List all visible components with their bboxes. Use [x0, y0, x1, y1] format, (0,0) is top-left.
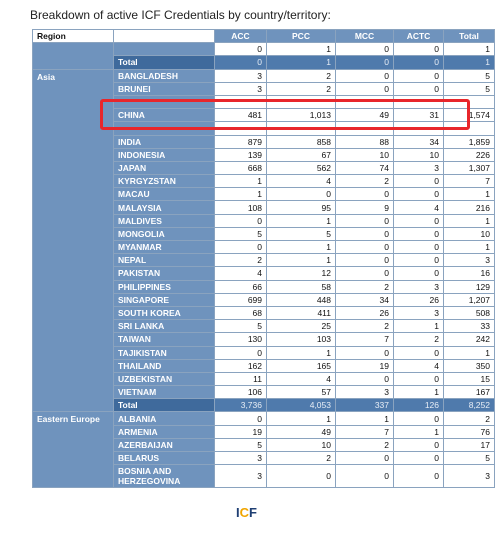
actc-value-cell: 0	[394, 43, 444, 56]
actc-value-cell: 4	[394, 201, 444, 214]
acc-value-cell: 68	[215, 306, 267, 319]
total-value-cell: 2	[444, 412, 495, 425]
country-cell: MYANMAR	[114, 241, 215, 254]
pcc-value-cell: 1	[267, 241, 336, 254]
acc-value-cell: 0	[215, 241, 267, 254]
country-cell: AZERBAIJAN	[114, 438, 215, 451]
total-value-cell: 508	[444, 306, 495, 319]
mcc-value-cell: 0	[336, 372, 394, 385]
actc-value-cell: 0	[394, 412, 444, 425]
acc-value-cell: 108	[215, 201, 267, 214]
pcc-value-cell: 1	[267, 56, 336, 69]
actc-value-cell: 1	[394, 386, 444, 399]
mcc-value-cell: 0	[336, 346, 394, 359]
mcc-value-cell: 74	[336, 161, 394, 174]
logo-letter-i: I	[236, 505, 240, 520]
acc-value-cell: 5	[215, 438, 267, 451]
table-row	[33, 412, 495, 425]
mcc-value-cell: 0	[336, 267, 394, 280]
pcc-value-cell: 858	[267, 135, 336, 148]
pcc-value-cell: 95	[267, 201, 336, 214]
acc-value-cell: 130	[215, 333, 267, 346]
country-cell: Total	[114, 56, 215, 69]
pcc-value-cell: 2	[267, 69, 336, 82]
mcc-value-cell: 2	[336, 438, 394, 451]
country-cell: BELARUS	[114, 452, 215, 465]
country-cell: UZBEKISTAN	[114, 372, 215, 385]
country-column-header	[114, 30, 215, 43]
country-cell: TAJIKISTAN	[114, 346, 215, 359]
country-cell: KYRGYZSTAN	[114, 175, 215, 188]
acc-value-cell: 3	[215, 82, 267, 95]
actc-value-cell: 0	[394, 227, 444, 240]
acc-value-cell: 106	[215, 386, 267, 399]
mcc-value-cell: 26	[336, 306, 394, 319]
pcc-value-cell: 2	[267, 82, 336, 95]
mcc-value-cell: 2	[336, 280, 394, 293]
actc-value-cell: 0	[394, 188, 444, 201]
total-value-cell: 1	[444, 214, 495, 227]
acc-value-cell: 5	[215, 320, 267, 333]
actc-value-cell: 3	[394, 161, 444, 174]
actc-value-cell: 0	[394, 82, 444, 95]
pcc-value-cell: 57	[267, 386, 336, 399]
region-column-header: Region	[33, 30, 114, 43]
country-cell	[114, 43, 215, 56]
acc-value-cell: 162	[215, 359, 267, 372]
mcc-value-cell: 0	[336, 452, 394, 465]
pcc-value-cell: 448	[267, 293, 336, 306]
total-value-cell: 1	[444, 188, 495, 201]
actc-value-cell: 0	[394, 254, 444, 267]
total-value-cell: 5	[444, 82, 495, 95]
acc-value-cell: 481	[215, 109, 267, 122]
country-cell: SOUTH KOREA	[114, 306, 215, 319]
acc-value-cell: 1	[215, 188, 267, 201]
icf-logo	[236, 505, 276, 525]
total-value-cell: 10	[444, 227, 495, 240]
actc-value-cell: 0	[394, 214, 444, 227]
credentials-table	[32, 29, 495, 488]
total-value-cell: 3	[444, 465, 495, 488]
pcc-value-cell: 10	[267, 438, 336, 451]
acc-value-cell: 3	[215, 465, 267, 488]
mcc-value-cell: 0	[336, 56, 394, 69]
pcc-value-cell: 1	[267, 43, 336, 56]
actc-value-cell: 0	[394, 69, 444, 82]
country-cell: JAPAN	[114, 161, 215, 174]
mcc-value-cell: 34	[336, 293, 394, 306]
pcc-value-cell: 165	[267, 359, 336, 372]
acc-column-header: ACC	[215, 30, 267, 43]
total-value-cell: 216	[444, 201, 495, 214]
acc-value-cell: 11	[215, 372, 267, 385]
total-column-header: Total	[444, 30, 495, 43]
mcc-value-cell: 19	[336, 359, 394, 372]
actc-value-cell: 0	[394, 346, 444, 359]
acc-value-cell: 139	[215, 148, 267, 161]
country-cell: NEPAL	[114, 254, 215, 267]
total-value-cell: 17	[444, 438, 495, 451]
country-cell: BOSNIA AND HERZEGOVINA	[114, 465, 215, 488]
pcc-value-cell: 1	[267, 214, 336, 227]
acc-value-cell: 879	[215, 135, 267, 148]
country-cell: VIETNAM	[114, 386, 215, 399]
mcc-value-cell: 1	[336, 412, 394, 425]
country-cell: ARMENIA	[114, 425, 215, 438]
pcc-value-cell: 12	[267, 267, 336, 280]
actc-value-cell: 0	[394, 438, 444, 451]
actc-value-cell: 126	[394, 399, 444, 412]
actc-value-cell: 34	[394, 135, 444, 148]
actc-value-cell: 0	[394, 241, 444, 254]
mcc-value-cell: 0	[336, 188, 394, 201]
region-cell-eastern-europe: Eastern Europe	[33, 412, 114, 488]
pcc-value-cell: 67	[267, 148, 336, 161]
mcc-column-header: MCC	[336, 30, 394, 43]
table-row	[33, 43, 495, 56]
total-value-cell: 8,252	[444, 399, 495, 412]
country-cell: ALBANIA	[114, 412, 215, 425]
pcc-value-cell: 0	[267, 188, 336, 201]
country-cell: CHINA	[114, 109, 215, 122]
total-value-cell: 1,859	[444, 135, 495, 148]
country-cell: Total	[114, 399, 215, 412]
mcc-value-cell: 7	[336, 333, 394, 346]
total-value-cell: 3	[444, 254, 495, 267]
pcc-value-cell: 562	[267, 161, 336, 174]
actc-value-cell: 0	[394, 267, 444, 280]
pcc-value-cell: 4,053	[267, 399, 336, 412]
mcc-value-cell: 0	[336, 241, 394, 254]
acc-value-cell: 1	[215, 175, 267, 188]
table-row	[33, 69, 495, 82]
acc-value-cell: 4	[215, 267, 267, 280]
country-cell: MACAU	[114, 188, 215, 201]
mcc-value-cell: 0	[336, 43, 394, 56]
logo-letter-c: C	[239, 505, 250, 520]
actc-column-header: ACTC	[394, 30, 444, 43]
total-value-cell: 1,574	[444, 109, 495, 122]
country-cell: PHILIPPINES	[114, 280, 215, 293]
pcc-column-header: PCC	[267, 30, 336, 43]
actc-value-cell: 0	[394, 56, 444, 69]
acc-value-cell: 0	[215, 56, 267, 69]
acc-value-cell: 19	[215, 425, 267, 438]
acc-value-cell: 0	[215, 43, 267, 56]
actc-value-cell: 26	[394, 293, 444, 306]
logo-letter-f: F	[249, 505, 257, 520]
mcc-value-cell: 0	[336, 227, 394, 240]
mcc-value-cell: 7	[336, 425, 394, 438]
mcc-value-cell: 10	[336, 148, 394, 161]
total-value-cell: 15	[444, 372, 495, 385]
total-value-cell: 1	[444, 56, 495, 69]
country-cell: PAKISTAN	[114, 267, 215, 280]
actc-value-cell: 3	[394, 280, 444, 293]
mcc-value-cell: 337	[336, 399, 394, 412]
country-cell: MALDIVES	[114, 214, 215, 227]
actc-value-cell: 1	[394, 320, 444, 333]
total-value-cell: 350	[444, 359, 495, 372]
acc-value-cell: 5	[215, 227, 267, 240]
total-value-cell: 1,207	[444, 293, 495, 306]
actc-value-cell: 31	[394, 109, 444, 122]
table-header-row	[33, 30, 495, 43]
total-value-cell: 5	[444, 452, 495, 465]
pcc-value-cell: 411	[267, 306, 336, 319]
mcc-value-cell: 0	[336, 82, 394, 95]
total-value-cell: 226	[444, 148, 495, 161]
country-cell: INDONESIA	[114, 148, 215, 161]
acc-value-cell: 668	[215, 161, 267, 174]
acc-value-cell: 2	[215, 254, 267, 267]
total-value-cell: 1	[444, 346, 495, 359]
mcc-value-cell: 0	[336, 69, 394, 82]
country-cell: BANGLADESH	[114, 69, 215, 82]
pcc-value-cell: 0	[267, 465, 336, 488]
actc-value-cell: 10	[394, 148, 444, 161]
mcc-value-cell: 0	[336, 254, 394, 267]
mcc-value-cell: 0	[336, 465, 394, 488]
pcc-value-cell: 58	[267, 280, 336, 293]
pcc-value-cell: 49	[267, 425, 336, 438]
pcc-value-cell: 4	[267, 372, 336, 385]
country-cell: TAIWAN	[114, 333, 215, 346]
total-value-cell: 16	[444, 267, 495, 280]
acc-value-cell: 699	[215, 293, 267, 306]
actc-value-cell: 0	[394, 452, 444, 465]
region-cell-asia: Asia	[33, 69, 114, 412]
pcc-value-cell: 2	[267, 452, 336, 465]
total-value-cell: 1,307	[444, 161, 495, 174]
total-value-cell: 33	[444, 320, 495, 333]
country-cell: MALAYSIA	[114, 201, 215, 214]
region-cell-blank	[33, 43, 114, 69]
acc-value-cell: 0	[215, 346, 267, 359]
country-cell: BRUNEI	[114, 82, 215, 95]
pcc-value-cell: 25	[267, 320, 336, 333]
mcc-value-cell: 49	[336, 109, 394, 122]
mcc-value-cell: 88	[336, 135, 394, 148]
total-value-cell: 7	[444, 175, 495, 188]
actc-value-cell: 2	[394, 333, 444, 346]
acc-value-cell: 66	[215, 280, 267, 293]
country-cell: SRI LANKA	[114, 320, 215, 333]
actc-value-cell: 3	[394, 306, 444, 319]
country-cell: INDIA	[114, 135, 215, 148]
actc-value-cell: 1	[394, 425, 444, 438]
country-cell: MONGOLIA	[114, 227, 215, 240]
mcc-value-cell: 0	[336, 214, 394, 227]
china-highlight-box	[100, 99, 470, 130]
pcc-value-cell: 5	[267, 227, 336, 240]
pcc-value-cell: 1	[267, 346, 336, 359]
pcc-value-cell: 4	[267, 175, 336, 188]
total-value-cell: 5	[444, 69, 495, 82]
pcc-value-cell: 1	[267, 254, 336, 267]
country-cell: THAILAND	[114, 359, 215, 372]
total-value-cell: 242	[444, 333, 495, 346]
page-heading: Breakdown of active ICF Credentials by country/territory:	[30, 8, 331, 22]
actc-value-cell: 0	[394, 372, 444, 385]
total-value-cell: 1	[444, 241, 495, 254]
mcc-value-cell: 2	[336, 320, 394, 333]
acc-value-cell: 3	[215, 69, 267, 82]
country-cell: SINGAPORE	[114, 293, 215, 306]
total-value-cell: 167	[444, 386, 495, 399]
mcc-value-cell: 9	[336, 201, 394, 214]
pcc-value-cell: 103	[267, 333, 336, 346]
actc-value-cell: 0	[394, 175, 444, 188]
acc-value-cell: 3	[215, 452, 267, 465]
pcc-value-cell: 1,013	[267, 109, 336, 122]
mcc-value-cell: 3	[336, 386, 394, 399]
acc-value-cell: 3,736	[215, 399, 267, 412]
acc-value-cell: 0	[215, 214, 267, 227]
actc-value-cell: 0	[394, 465, 444, 488]
total-value-cell: 1	[444, 43, 495, 56]
pcc-value-cell: 1	[267, 412, 336, 425]
total-value-cell: 76	[444, 425, 495, 438]
acc-value-cell: 0	[215, 412, 267, 425]
mcc-value-cell: 2	[336, 175, 394, 188]
actc-value-cell: 4	[394, 359, 444, 372]
total-value-cell: 129	[444, 280, 495, 293]
